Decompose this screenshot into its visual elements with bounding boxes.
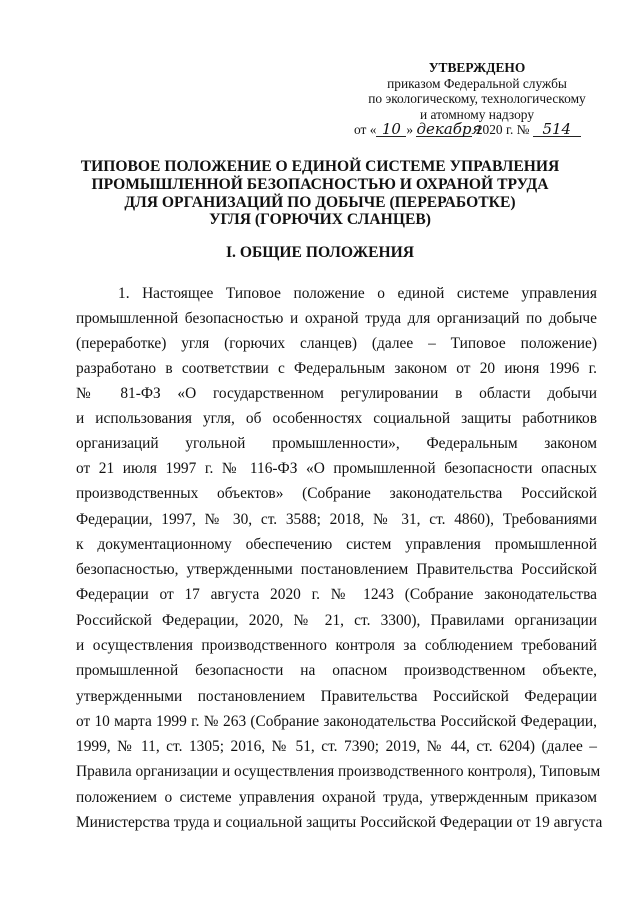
approval-day-handwritten: 10 [376,123,406,137]
body-line-7: организаций угольной промышленности», Федеральным законом [76,435,597,452]
title-line-3: ДЛЯ ОРГАНИЗАЦИЙ ПО ДОБЫЧЕ (ПЕРЕРАБОТКЕ) [124,193,516,211]
body-line-3: (переработке) угля (горючих сланцев) (далее – Типовое положение) [76,335,597,352]
body-line-17: утвержденными постановлением Правительства Российской Федерации [76,688,597,705]
body-line-8: от 21 июля 1997 г. № 116-ФЗ «О промышленной безопасности опасных [76,460,597,477]
body-line-5: № 81-ФЗ «О государственном регулировании в области добычи [76,385,597,402]
body-line-1: 1. Настоящее Типовое положение о единой системе управления [118,285,597,302]
approval-date-line [352,122,602,138]
title-line-4: УГЛЯ (ГОРЮЧИХ СЛАНЦЕВ) [209,211,431,229]
body-line-6: и использования угля, об особенностях социальной защиты работников [76,410,597,427]
body-line-15: и осуществления производственного контроля за соблюдением требований [76,637,597,654]
approval-line-2: по экологическому, технологическому [368,91,586,106]
section-heading: I. ОБЩИЕ ПОЛОЖЕНИЯ [225,244,415,261]
approval-date-prefix: от « [354,122,377,137]
body-line-16: промышленной безопасности на опасном производственном объекте, [76,662,597,679]
body-line-11: к документационному обеспечению систем управления промышленной [76,536,597,553]
title-line-1: ТИПОВОЕ ПОЛОЖЕНИЕ О ЕДИНОЙ СИСТЕМЕ УПРАВЛЕНИЯ [80,158,560,175]
body-line-18: от 10 марта 1999 г. № 263 (Собрание законодательства Российской Федерации, [76,713,597,730]
title-line-2: ПРОМЫШЛЕННОЙ БЕЗОПАСНОСТЬЮ И ОХРАНОЙ ТРУДА [91,175,549,193]
approval-quote-close: » [406,122,414,137]
approval-line-3: и атомному надзору [419,106,535,122]
body-line-22: Министерства труда и социальной защиты Российской Федерации от 19 августа [76,814,603,831]
body-line-19: 1999, № 11, ст. 1305; 2016, № 51, ст. 7390; 2019, № 44, ст. 6204) (далее – [76,738,597,755]
body-line-4: разработано в соответствии с Федеральным законом от 20 июня 1996 г. [76,360,597,377]
approval-year-text: 2020 г. № [475,122,530,137]
body-line-12: безопасностью, утвержденными постановлением Правительства Российской [76,561,597,578]
approval-line-1: приказом Федеральной службы [387,75,567,91]
body-line-9: производственных объектов» (Собрание законодательства Российской [76,485,597,502]
approval-stamp [352,60,602,138]
approval-heading: УТВЕРЖДЕНО [428,60,526,75]
body-line-21: положением о системе управления охраной труда, утвержденным приказом [76,789,597,806]
body-line-13: Федерации от 17 августа 2020 г. № 1243 (Собрание законодательства [76,586,597,603]
approval-month-handwritten: декабря [416,120,482,138]
approval-number-handwritten: 514 [533,123,581,137]
body-line-14: Российской Федерации, 2020, № 21, ст. 3300), Правилами организации [76,612,597,629]
document-title [60,158,580,229]
body-line-10: Федерации, 1997, № 30, ст. 3588; 2018, № 31, ст. 4860), Требованиями [76,511,597,528]
body-line-20: Правила организации и осуществления производственного контроля), Типовым [76,763,601,780]
body-line-2: промышленной безопасностью и охраной труда для организаций по добыче [76,310,597,327]
